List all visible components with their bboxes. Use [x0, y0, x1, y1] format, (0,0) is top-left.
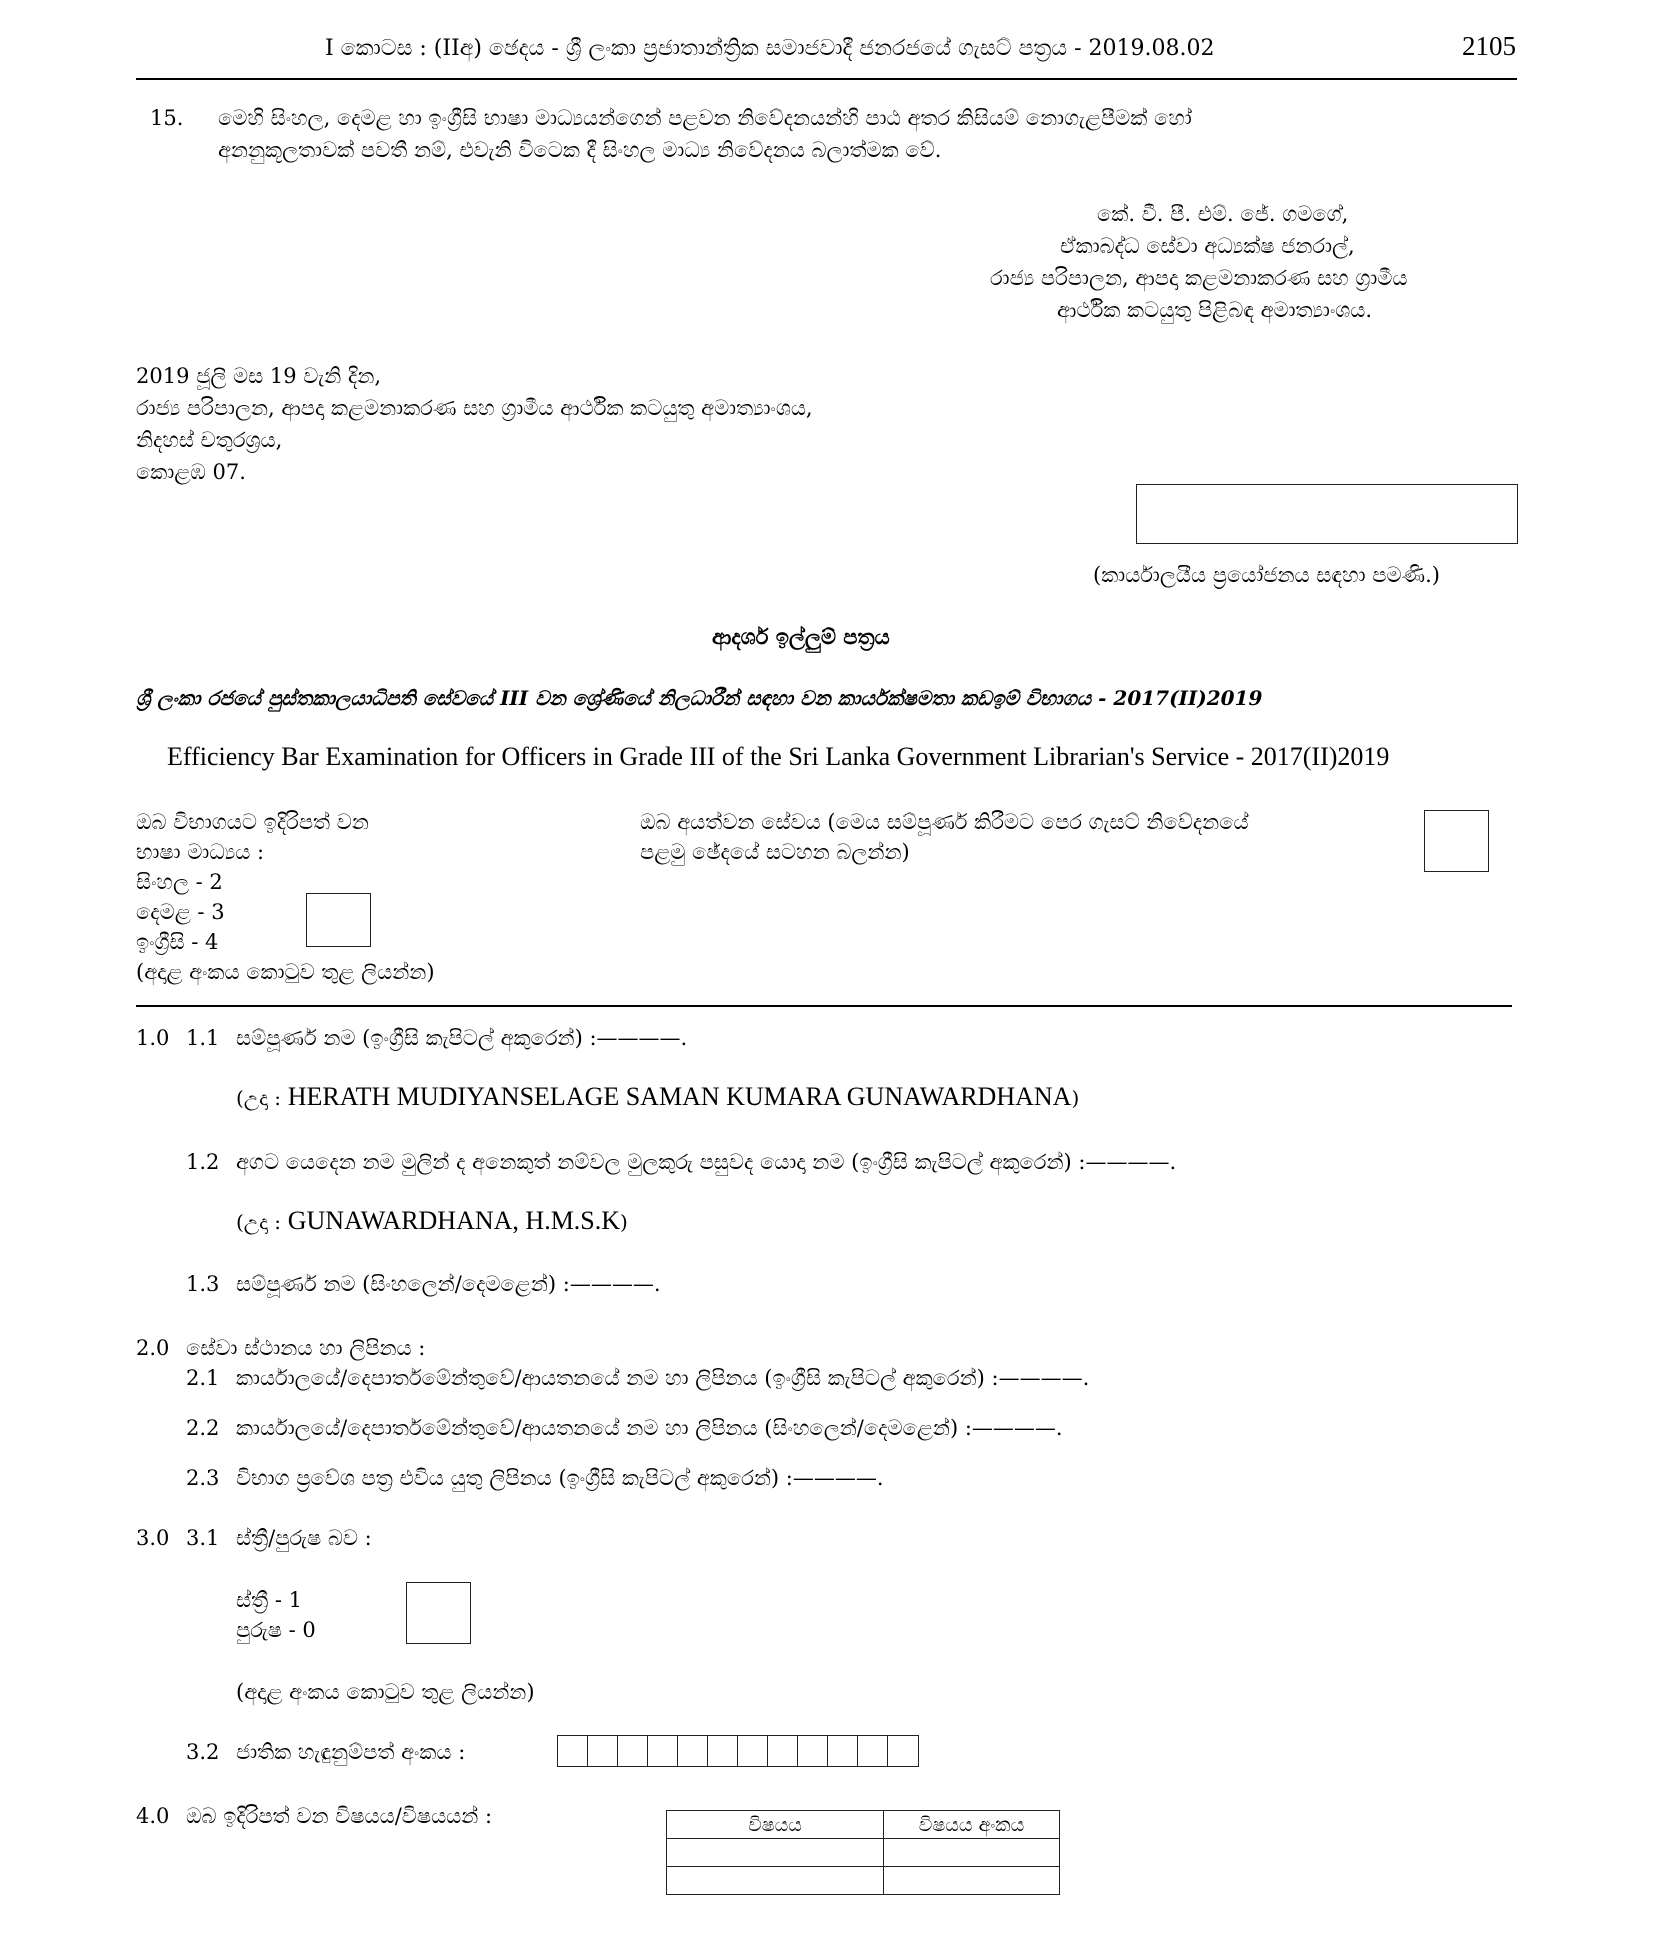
item-2-2-label: කාර්යාලයේ/දෙපාර්තමේන්තුවේ/ආයතනයේ නම හා ලිපිනය (සිංහලෙන්/දෙමළෙන්) :————.	[236, 1416, 1063, 1440]
service-code-box[interactable]	[1424, 810, 1489, 872]
form-title-sinhala: ශ්‍රී ලංකා රජයේ පුස්තකාලයාධිපති සේවයේ III වන ශ්‍රේණියේ නිලධාරීන් සඳහා වන කාර්යක්ෂමතා කඩඉම් විභාගය - 2017(II)2019	[136, 686, 1263, 710]
address-place: නිදහස් චතුරශ්‍රය,	[136, 428, 283, 452]
nic-digit-box[interactable]	[708, 1736, 738, 1766]
address-city: කොළඹ 07.	[136, 460, 246, 484]
address-date: 2019 ජූලි මස 19 වැනි දින,	[136, 364, 382, 388]
nic-digit-box[interactable]	[588, 1736, 618, 1766]
subject-cell[interactable]	[667, 1839, 884, 1867]
nic-digit-box[interactable]	[828, 1736, 858, 1766]
item-3-0-number: 3.0	[136, 1526, 170, 1550]
example-1-2-close: )	[620, 1210, 628, 1234]
subject-number-column-header: විෂයය අංකය	[884, 1811, 1060, 1839]
header-rule	[136, 78, 1517, 80]
example-1-1-value: HERATH MUDIYANSELAGE SAMAN KUMARA GUNAWARDHANA	[287, 1082, 1072, 1111]
gender-code-box[interactable]	[406, 1582, 471, 1644]
item-1-2-number: 1.2	[186, 1150, 220, 1174]
signatory-ministry-2: ආර්ථික කටයුතු පිළිබඳ අමාත්‍යාංශය.	[1057, 298, 1373, 322]
nic-digit-box[interactable]	[798, 1736, 828, 1766]
item-2-3-number: 2.3	[186, 1466, 220, 1490]
item-3-1-label: ස්ත්‍රී/පුරුෂ බව :	[236, 1526, 372, 1550]
language-option-tamil: දෙමළ - 3	[136, 900, 225, 924]
language-option-sinhala: සිංහල - 2	[136, 870, 223, 894]
subject-cell[interactable]	[667, 1867, 884, 1895]
example-1-2-prefix: (උදා :	[236, 1210, 282, 1234]
example-1-1-close: )	[1071, 1086, 1080, 1110]
item-1-1-label: සම්පූර්ණ නම (ඉංග්‍රීසි කැපිටල් අකුරෙන්) :————.	[236, 1026, 688, 1050]
item-2-3-label: විභාග ප්‍රවේශ පත්‍ර එවිය යුතු ලිපිනය (ඉංග්‍රීසි කැපිටල් අකුරෙන්) :————.	[236, 1466, 884, 1490]
nic-digit-box[interactable]	[558, 1736, 588, 1766]
office-use-box	[1136, 484, 1518, 544]
notice-number: 15.	[150, 106, 184, 130]
language-option-english: ඉංග්‍රීසි - 4	[136, 930, 219, 954]
item-3-1-number: 3.1	[186, 1526, 220, 1550]
nic-digit-box[interactable]	[738, 1736, 768, 1766]
language-label-2: භාෂා මාධ්‍යය :	[136, 840, 265, 864]
item-4-0-number: 4.0	[136, 1804, 170, 1828]
example-1-2-value: GUNAWARDHANA, H.M.S.K	[287, 1206, 621, 1235]
language-label-1: ඔබ විභාගයට ඉදිරිපත් වන	[136, 810, 369, 834]
nic-digit-box[interactable]	[768, 1736, 798, 1766]
subject-table-header	[667, 1811, 1060, 1839]
nic-digit-box[interactable]	[888, 1736, 918, 1766]
notice-line-1: මෙහි සිංහල, දෙමළ හා ඉංග්‍රීසි භාෂා මාධ්‍යයන්ගෙන් පළවන නිවේදනයන්හි පාඨ අතර කිසියම් නොගැළපීමක් හෝ	[218, 106, 1192, 130]
nic-digit-box[interactable]	[678, 1736, 708, 1766]
signatory-name: කේ. වී. පී. එම්. ජේ. ගමගේ,	[1097, 202, 1349, 226]
nic-digit-box[interactable]	[858, 1736, 888, 1766]
section-divider	[136, 1005, 1512, 1007]
nic-number-boxes[interactable]	[557, 1735, 919, 1767]
signatory-title: ඒකාබද්ධ සේවා අධ්‍යක්ෂ ජනරාල්,	[1060, 234, 1355, 258]
form-heading: ආදර්ශ ඉල්ලුම් පත්‍රය	[712, 624, 890, 649]
nic-digit-box[interactable]	[618, 1736, 648, 1766]
office-use-label: (කාර්යාලයීය ප්‍රයෝජනය සඳහා පමණි.)	[1093, 563, 1440, 587]
item-1-0-number: 1.0	[136, 1026, 170, 1050]
item-2-1-number: 2.1	[186, 1366, 220, 1390]
subject-column-header: විෂයය	[667, 1811, 884, 1839]
gender-hint: (අදාළ අංකය කොටුව තුළ ලියන්න)	[236, 1680, 535, 1704]
language-code-box[interactable]	[306, 893, 371, 947]
item-3-2-number: 3.2	[186, 1740, 220, 1764]
item-3-2-label: ජාතික හැඳුනුම්පත් අංකය :	[236, 1740, 466, 1764]
subject-table	[666, 1810, 1060, 1895]
form-title-english: Efficiency Bar Examination for Officers in Grade III of the Sri Lanka Government Librarian's Service - 2017(II)2019	[167, 742, 1390, 771]
subject-table-row	[667, 1839, 1060, 1867]
running-title: I කොටස : (IIඅ) ඡෙදය - ශ්‍රී ලංකා ප්‍රජාතාන්ත්‍රික සමාජවාදී ජනරජයේ ගැසට් පත්‍රය - 2019.08.02	[325, 36, 1215, 61]
address-ministry: රාජ්‍ය පරිපාලන, ආපදා කළමනාකරණ සහ ග්‍රාමීය ආර්ථික කටයුතු අමාත්‍යාංශය,	[136, 396, 813, 420]
language-hint: (අදාළ අංකය කොටුව තුළ ලියන්න)	[136, 960, 435, 984]
nic-digit-box[interactable]	[648, 1736, 678, 1766]
page-number: 2105	[1462, 31, 1516, 61]
item-2-2-number: 2.2	[186, 1416, 220, 1440]
item-2-0-number: 2.0	[136, 1336, 170, 1360]
gender-option-female: ස්ත්‍රී - 1	[236, 1588, 302, 1612]
notice-line-2: අනනුකූලතාවක් පවතී නම්, එවැනි විටෙක දී සිංහල මාධ්‍ය නිවේදනය බලාත්මක වේ.	[218, 138, 942, 162]
example-1-1-prefix: (උදා :	[236, 1086, 282, 1110]
subject-number-cell[interactable]	[884, 1839, 1060, 1867]
service-label-1: ඔබ අයත්වන සේවය (මෙය සම්පූර්ණ කිරීමට පෙර ගැසට් නිවේදනයේ	[640, 810, 1249, 834]
item-4-0-label: ඔබ ඉදිරිපත් වන විෂයය/විෂයයන් :	[186, 1804, 493, 1828]
subject-table-row	[667, 1867, 1060, 1895]
item-2-0-label: සේවා ස්ථානය හා ලිපිනය :	[186, 1336, 426, 1360]
item-1-2-label: අගට යෙදෙන නම මුලින් ද අනෙකුත් නම්වල මුලකුරු පසුවද යොදා නම (ඉංග්‍රීසි කැපිටල් අකුරෙන්) :————.	[236, 1150, 1177, 1174]
gender-option-male: පුරුෂ - 0	[236, 1618, 316, 1642]
item-1-1-number: 1.1	[186, 1026, 220, 1050]
service-label-2: පළමු ඡේදයේ සටහන බලන්න)	[640, 840, 910, 864]
item-1-3-label: සම්පූර්ණ නම (සිංහලෙන්/දෙමළෙන්) :————.	[236, 1272, 661, 1296]
signatory-ministry-1: රාජ්‍ය පරිපාලන, ආපදා කළමනාකරණ සහ ග්‍රාමීය	[990, 266, 1408, 290]
item-1-3-number: 1.3	[186, 1272, 220, 1296]
item-2-1-label: කාර්යාලයේ/දෙපාර්තමේන්තුවේ/ආයතනයේ නම හා ලිපිනය (ඉංග්‍රීසි කැපිටල් අකුරෙන්) :————.	[236, 1366, 1090, 1390]
subject-number-cell[interactable]	[884, 1867, 1060, 1895]
